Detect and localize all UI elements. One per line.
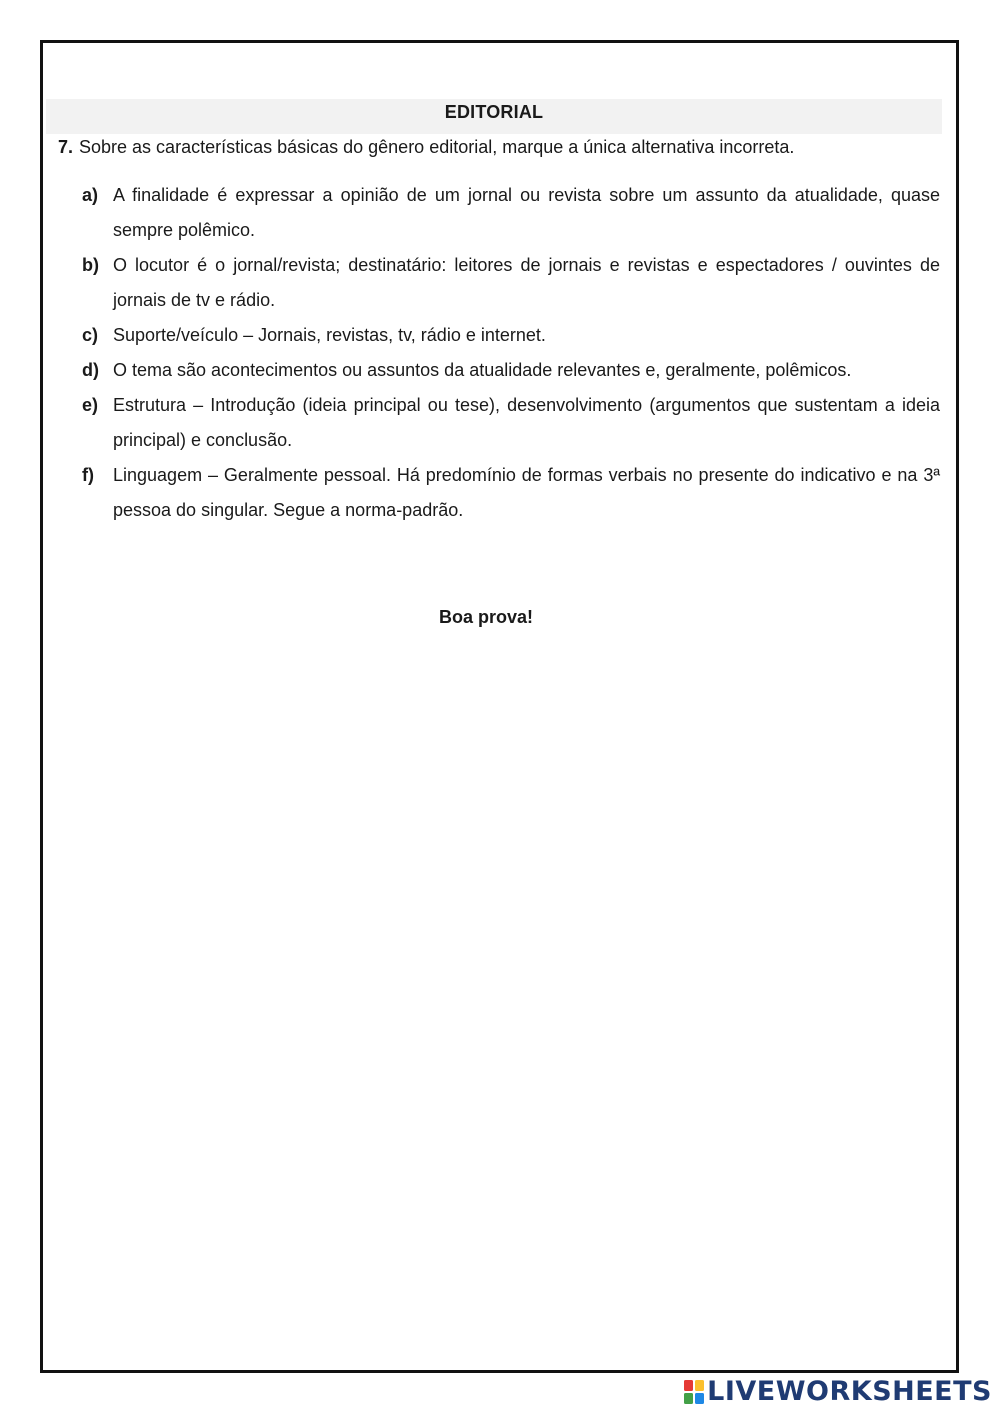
option-text: Linguagem – Geralmente pessoal. Há predomínio de formas verbais no presente do indicativo e na 3ª pessoa do singular. Segue a norma-padrão. [113,465,940,520]
question-text: Sobre as características básicas do gênero editorial, marque a única alternativa incorreta. [79,137,795,157]
closing-message: Boa prova! [438,607,534,627]
option-letter: b) [82,255,99,275]
option-b [82,248,940,318]
option-letter: d) [82,360,99,380]
option-text: Estrutura – Introdução (ideia principal ou tese), desenvolvimento (argumentos que sustentam a ideia principal) e conclusão. [113,395,940,450]
section-title: EDITORIAL [46,99,942,134]
option-letter: e) [82,395,99,415]
option-d [82,353,940,388]
option-f [82,458,940,528]
question-prompt [58,134,942,160]
option-a [82,178,940,248]
option-letter: f) [82,465,94,485]
option-text: Suporte/veículo – Jornais, revistas, tv, rádio e internet. [113,325,546,345]
liveworksheets-logo-icon [684,1380,704,1404]
option-e [82,388,940,458]
option-letter: a) [82,185,99,205]
option-letter: c) [82,325,99,345]
liveworksheets-wordmark: LIVEWORKSHEETS [707,1376,992,1407]
question-number: 7. [58,137,74,157]
option-text: A finalidade é expressar a opinião de um jornal ou revista sobre um assunto da atualidade, quase sempre polêmico. [113,185,940,240]
liveworksheets-brand [684,1377,992,1407]
answer-options [82,178,940,528]
option-c [82,318,940,353]
option-text: O tema são acontecimentos ou assuntos da atualidade relevantes e, geralmente, polêmicos. [113,360,852,380]
option-text: O locutor é o jornal/revista; destinatário: leitores de jornais e revistas e espectadores / ouvintes de jornais de tv e rádio. [113,255,940,310]
